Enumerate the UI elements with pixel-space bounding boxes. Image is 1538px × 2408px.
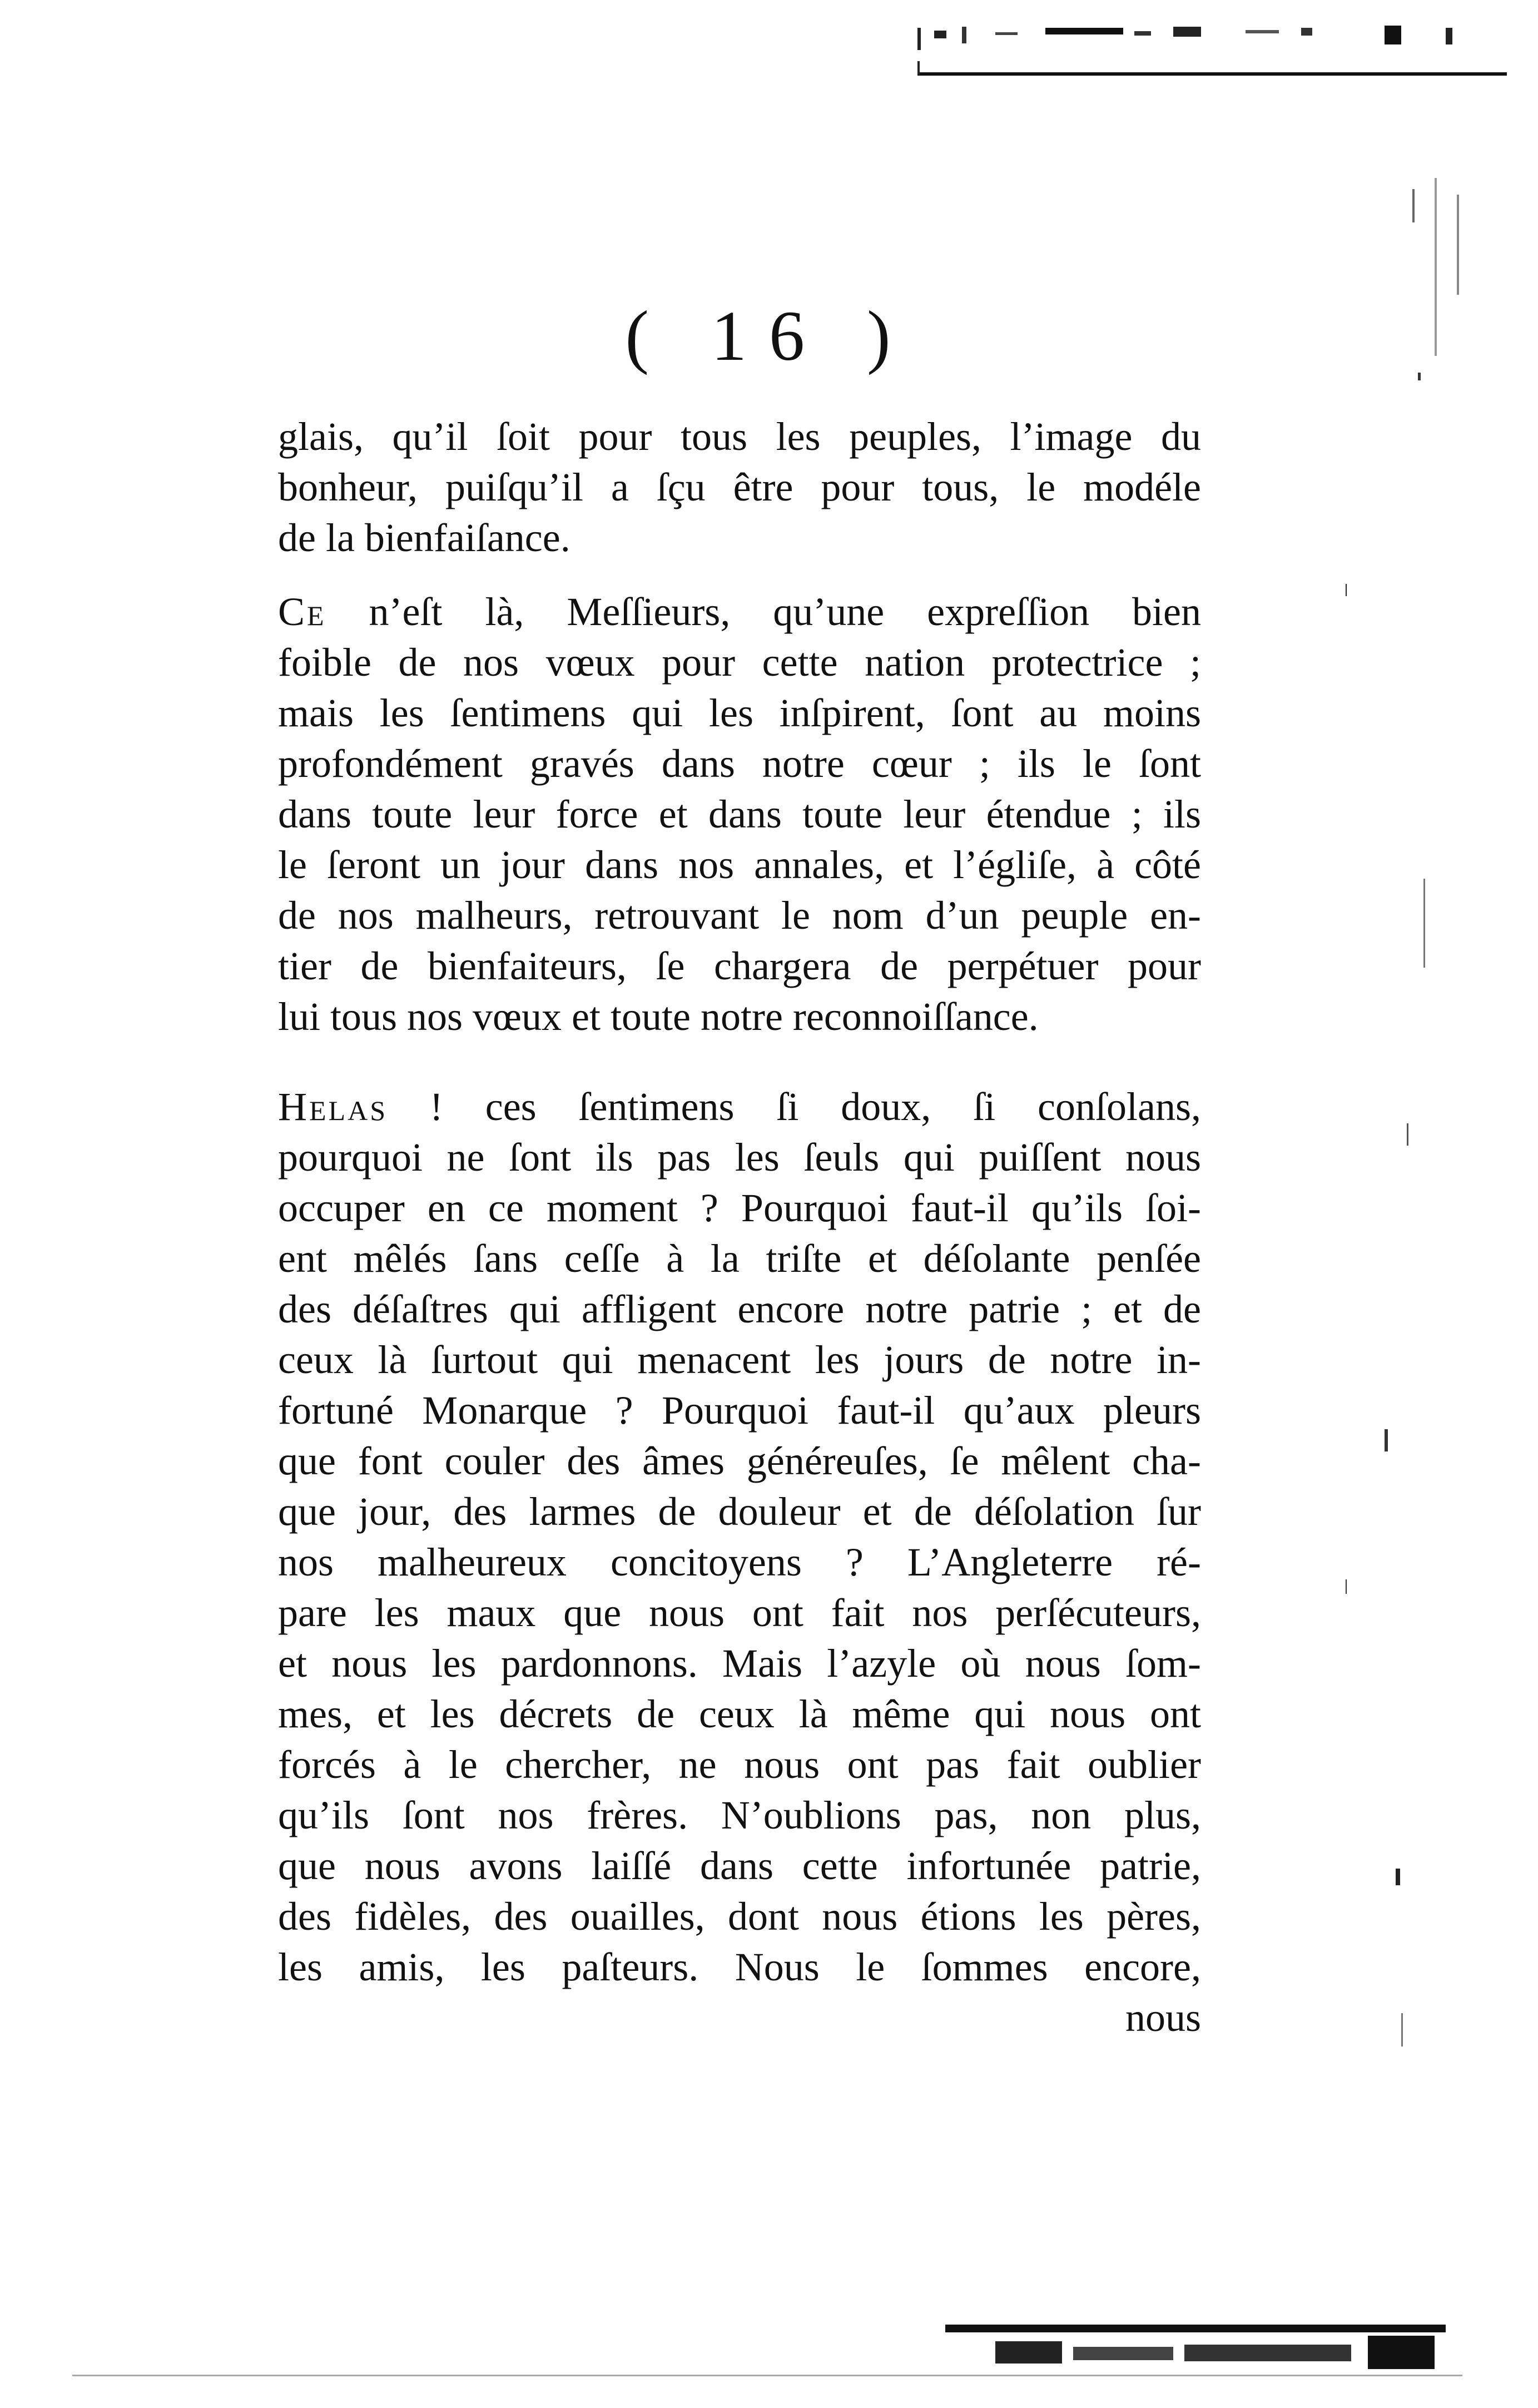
text-line: ent mêlés ſans ceſſe à la triſte et déſolante penſée xyxy=(278,1236,1201,1281)
text-line: tier de bienfaiteurs, ſe chargera de perpétuer pour xyxy=(278,944,1201,988)
text-line: dans toute leur force et dans toute leur étendue ; ils xyxy=(278,792,1201,836)
text-line: profondément gravés dans notre cœur ; ils le ſont xyxy=(278,741,1201,786)
text-line: forcés à le chercher, ne nous ont pas fait oublier xyxy=(278,1742,1201,1787)
catchword: nous xyxy=(1125,1995,1201,2040)
paragraph-lead: Ce xyxy=(278,589,326,634)
text-line: bonheur, puiſqu’il a ſçu être pour tous, le modéle xyxy=(278,465,1201,509)
paragraph-2 xyxy=(278,587,1201,1042)
text-line: pare les maux que nous ont fait nos perſécuteurs, xyxy=(278,1591,1201,1635)
text-line: et nous les pardonnons. Mais l’azyle où nous ſom- xyxy=(278,1641,1201,1686)
text-line: fortuné Monarque ? Pourquoi faut-il qu’aux pleurs xyxy=(278,1388,1201,1433)
text-line: des déſaſtres qui affligent encore notre patrie ; et de xyxy=(278,1287,1201,1331)
text-line: ceux là ſurtout qui menacent les jours de notre in- xyxy=(278,1337,1201,1382)
page-number: ( 16 ) xyxy=(625,296,913,375)
scan-edge-right xyxy=(1346,178,1490,2236)
text-line: pourquoi ne ſont ils pas les ſeuls qui puiſſent nous xyxy=(278,1135,1201,1180)
text-line: nos malheureux concitoyens ? L’Angleterre ré- xyxy=(278,1540,1201,1584)
text-line: glais, qu’il ſoit pour tous les peuples, l’image du xyxy=(278,414,1201,459)
text-line xyxy=(278,587,1201,637)
scan-edge-bottom xyxy=(72,2302,1462,2408)
text-line-rest: n’eſt là, Meſſieurs, qu’une expreſſion bien xyxy=(326,589,1201,634)
text-line: que font couler des âmes généreuſes, ſe mêlent cha- xyxy=(278,1439,1201,1483)
paragraph-1 xyxy=(278,412,1201,563)
text-line: de la bienfaiſance. xyxy=(278,516,570,560)
text-line: foible de nos vœux pour cette nation protectrice ; xyxy=(278,640,1201,685)
text-line: des fidèles, des ouailles, dont nous étions les pères, xyxy=(278,1894,1201,1939)
text-line-rest: ! ces ſentimens ſi doux, ſi conſolans, xyxy=(388,1084,1201,1129)
scan-edge-top xyxy=(912,11,1512,83)
text-line: que jour, des larmes de douleur et de déſolation ſur xyxy=(278,1489,1201,1534)
text-line: qu’ils ſont nos frères. N’oublions pas, non plus, xyxy=(278,1793,1201,1837)
text-line: occuper en ce moment ? Pourquoi faut-il qu’ils ſoi- xyxy=(278,1186,1201,1230)
text-line: que nous avons laiſſé dans cette infortunée patrie, xyxy=(278,1844,1201,1888)
text-line: les amis, les paſteurs. Nous le ſommes encore, xyxy=(278,1945,1201,1989)
paragraph-3 xyxy=(278,1082,1201,2043)
text-line: mais les ſentimens qui les inſpirent, ſont au moins xyxy=(278,691,1201,735)
text-line: lui tous nos vœux et toute notre reconnoiſſance. xyxy=(278,994,1039,1039)
text-line xyxy=(278,1082,1201,1132)
text-line: mes, et les décrets de ceux là même qui nous ont xyxy=(278,1692,1201,1736)
text-line: le ſeront un jour dans nos annales, et l’égliſe, à côté xyxy=(278,843,1201,887)
paragraph-lead: Helas xyxy=(278,1084,388,1129)
text-line: de nos malheurs, retrouvant le nom d’un peuple en- xyxy=(278,893,1201,938)
